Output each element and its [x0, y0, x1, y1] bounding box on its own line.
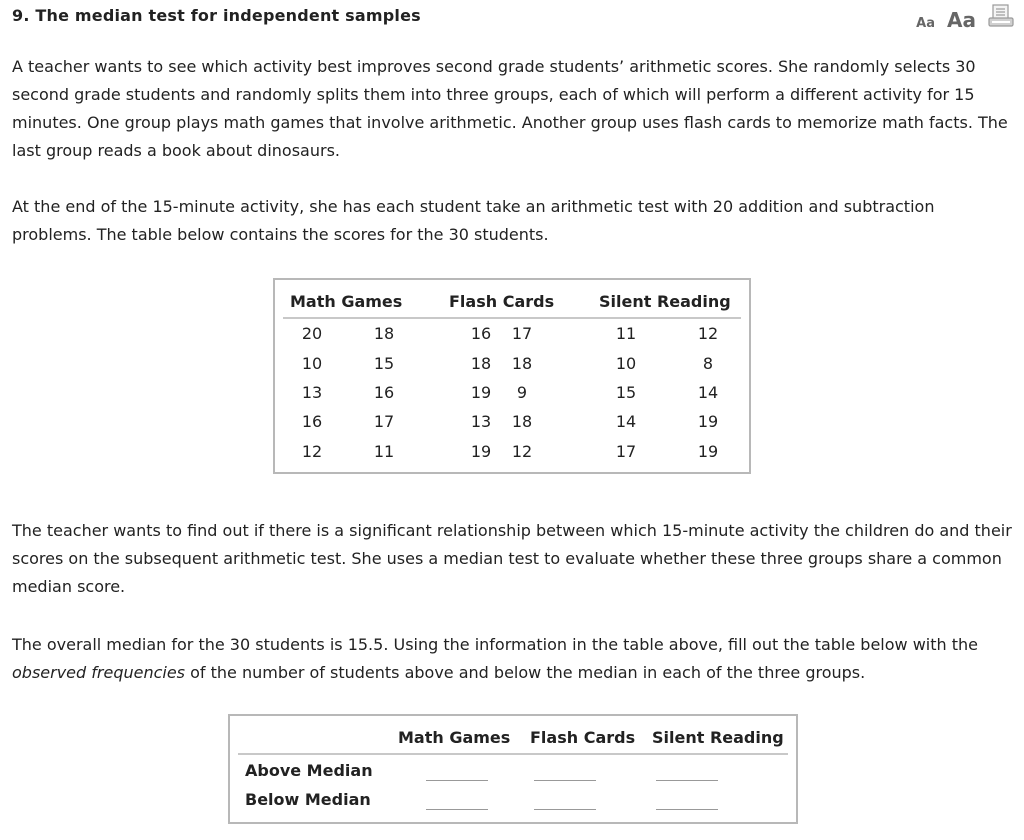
observed-frequency-table: [228, 714, 798, 824]
answer-below-math-games[interactable]: [426, 809, 488, 810]
score-cell: 16: [301, 412, 323, 431]
score-cell: 18: [511, 412, 533, 431]
score-cell: 13: [470, 412, 492, 431]
font-size-decrease-button[interactable]: Aa: [916, 16, 936, 31]
header-divider: [283, 317, 741, 319]
score-cell: 11: [615, 324, 637, 343]
toolbar: [916, 4, 1014, 32]
score-cell: 19: [470, 442, 492, 461]
score-cell: 17: [511, 324, 533, 343]
score-cell: 18: [511, 354, 533, 373]
score-cell: 12: [301, 442, 323, 461]
scores-header-math-games: Math Games: [290, 292, 403, 311]
score-cell: 18: [373, 324, 395, 343]
freq-header-divider: [238, 753, 788, 755]
score-cell: 18: [470, 354, 492, 373]
instructions-paragraph: [12, 631, 1012, 687]
score-cell: 16: [373, 383, 395, 402]
score-cell: 8: [702, 354, 714, 373]
score-cell: 17: [373, 412, 395, 431]
scores-header-silent-reading: Silent Reading: [599, 292, 731, 311]
score-cell: 12: [697, 324, 719, 343]
score-cell: 19: [697, 412, 719, 431]
scores-header-flash-cards: Flash Cards: [449, 292, 555, 311]
score-cell: 19: [470, 383, 492, 402]
row-label-below-median: Below Median: [245, 790, 371, 809]
score-cell: 9: [516, 383, 528, 402]
score-cell: 10: [301, 354, 323, 373]
score-cell: 10: [615, 354, 637, 373]
score-cell: 11: [373, 442, 395, 461]
score-cell: 14: [697, 383, 719, 402]
answer-above-math-games[interactable]: [426, 780, 488, 781]
font-size-increase-button[interactable]: Aa: [947, 8, 976, 32]
answer-above-silent-reading[interactable]: [656, 780, 718, 781]
score-cell: 20: [301, 324, 323, 343]
instructions-text-start: The overall median for the 30 students is 15.5. Using the information in the table above, fill out the table below with the: [12, 635, 978, 654]
answer-below-flash-cards[interactable]: [534, 809, 596, 810]
score-cell: 17: [615, 442, 637, 461]
answer-above-flash-cards[interactable]: [534, 780, 596, 781]
answer-below-silent-reading[interactable]: [656, 809, 718, 810]
score-cell: 16: [470, 324, 492, 343]
print-button[interactable]: [988, 4, 1014, 32]
scores-description-paragraph: At the end of the 15-minute activity, she has each student take an arithmetic test with 20 addition and subtraction problems. The table below contains the scores for the 30 students.: [12, 197, 935, 244]
row-label-above-median: Above Median: [245, 761, 373, 780]
question-title: 9. The median test for independent samples: [12, 6, 421, 25]
scores-table: [273, 278, 751, 474]
freq-header-silent-reading: Silent Reading: [652, 728, 784, 747]
score-cell: 12: [511, 442, 533, 461]
instructions-emphasis: observed frequencies: [12, 663, 186, 682]
score-cell: 19: [697, 442, 719, 461]
score-cell: 15: [373, 354, 395, 373]
score-cell: 15: [615, 383, 637, 402]
freq-header-flash-cards: Flash Cards: [530, 728, 636, 747]
intro-paragraph: A teacher wants to see which activity best improves second grade students’ arithmetic scores. She randomly selects 30 second grade students and randomly splits them into three groups, each of which will perform a different activity for 15 minutes. One group plays math games that involve arithmetic. Another group uses flash cards to memorize math facts. The last group reads a book about dinosaurs.: [12, 57, 1008, 160]
instructions-text-end: of the number of students above and below the median in each of the three groups.: [185, 663, 866, 682]
score-cell: 14: [615, 412, 637, 431]
score-cell: 13: [301, 383, 323, 402]
median-test-paragraph: The teacher wants to find out if there is a significant relationship between which 15-minute activity the children do and their scores on the subsequent arithmetic test. She uses a median test to evaluate whether these three groups share a common median score.: [12, 521, 1012, 596]
freq-header-math-games: Math Games: [398, 728, 511, 747]
print-icon: [988, 4, 1014, 28]
